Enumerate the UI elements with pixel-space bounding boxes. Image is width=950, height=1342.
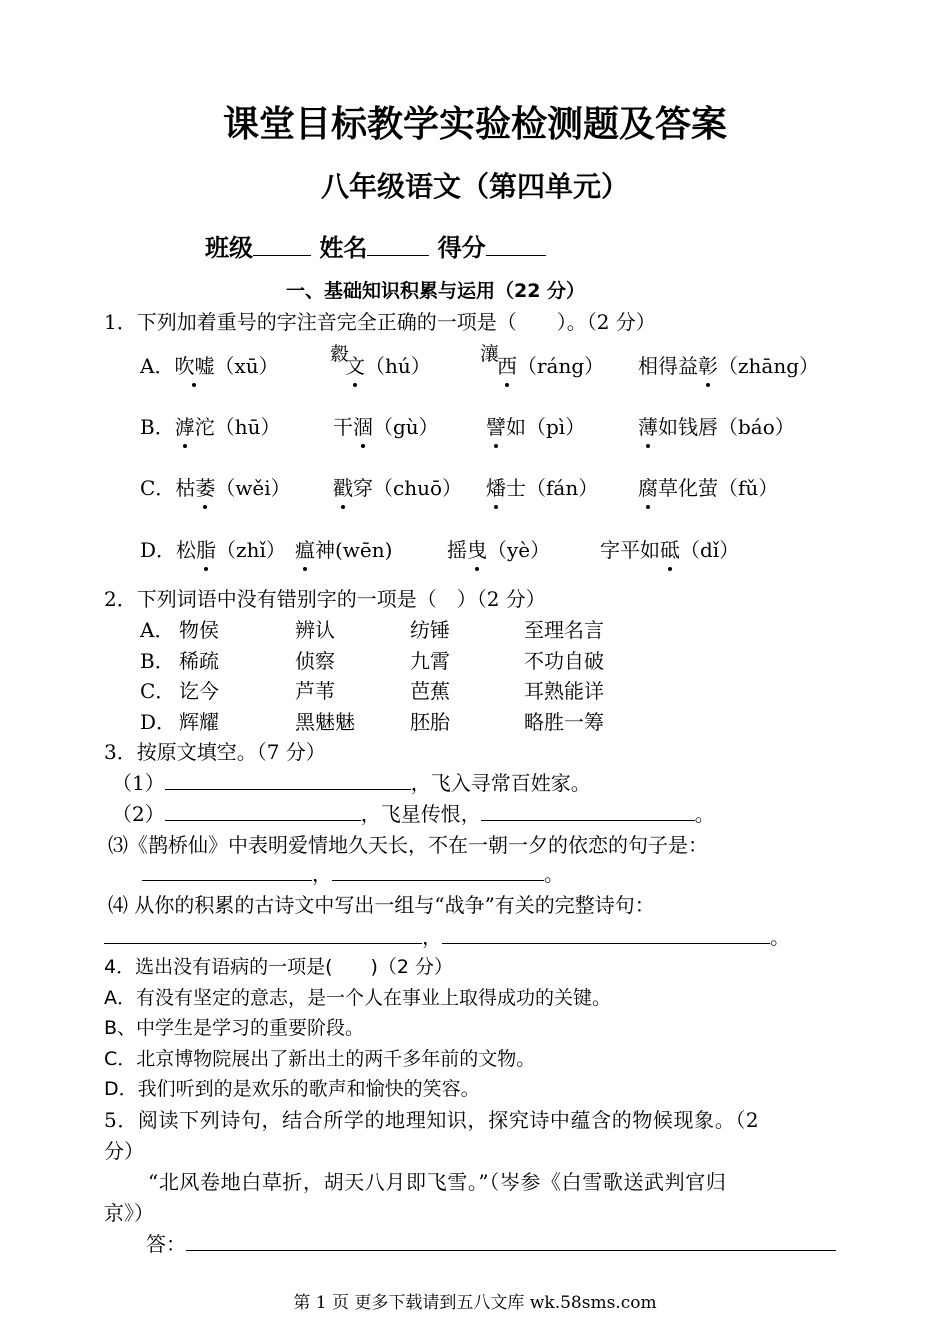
score-blank[interactable] <box>486 233 546 256</box>
q1-a-ruby-3: 瀼 <box>480 343 500 365</box>
q3-blank-1[interactable] <box>165 769 411 790</box>
q2-stem: 2．下列词语中没有错别字的一项是（ ）（2 分） <box>104 587 546 611</box>
q3-sub3-blanks: ， 。 <box>142 858 564 887</box>
q2-word: 辉耀 <box>179 710 219 734</box>
class-label: 班级 <box>205 234 253 262</box>
q2-word: 物侯 <box>179 618 219 642</box>
q3-blank-3a[interactable] <box>142 860 312 881</box>
q3-blank-2a[interactable] <box>165 800 361 821</box>
name-label: 姓名 <box>319 234 368 262</box>
q5-stem-line2: 分） <box>104 1139 144 1163</box>
q3-sub2: （2） ，飞星传恨， 。 <box>112 802 715 826</box>
q2-word: 纺锤 <box>410 618 450 642</box>
q3-sub4-blanks: ， 。 <box>104 921 790 950</box>
q3-sub1: （1） ，飞入寻常百姓家。 <box>112 771 591 795</box>
q4-option-a: A．有没有坚定的意志，是一个人在事业上取得成功的关键。 <box>104 987 611 1009</box>
q2-row-b-label: B． <box>140 649 175 673</box>
score-label: 得分 <box>437 234 486 262</box>
q1-a-ruby-2: 縠 <box>330 343 350 365</box>
q2-word: 九霄 <box>410 649 450 673</box>
q2-word: 不功自破 <box>524 649 604 673</box>
q5-answer-blank[interactable] <box>186 1230 836 1251</box>
q4-option-c: C．北京博物院展出了新出土的两千多年前的文物。 <box>104 1048 536 1070</box>
q5-poem-line1: “北风卷地白草折，胡天八月即飞雪。”（岑参《白雪歌送武判官归 <box>148 1170 727 1194</box>
q5-answer-line <box>146 1228 836 1257</box>
q2-word: 芭蕉 <box>410 679 450 703</box>
q2-word: 至理名言 <box>524 618 604 642</box>
q2-word: 黑魅魅 <box>295 710 355 734</box>
q3-blank-4a[interactable] <box>104 923 422 944</box>
q3-sub4: ⑷ 从你的积累的古诗文中写出一组与“战争”有关的完整诗句： <box>108 893 655 917</box>
q2-word: 胚胎 <box>410 710 450 734</box>
doc-title: 课堂目标教学实验检测题及答案 <box>222 104 727 145</box>
q2-row-d-label: D． <box>140 710 177 734</box>
class-blank[interactable] <box>253 233 311 256</box>
q5-stem-line1: 5．阅读下列诗句，结合所学的地理知识，探究诗中蕴含的物候现象。（2 <box>104 1108 760 1132</box>
document-page: 课堂目标教学实验检测题及答案 八年级语文（第四单元） 班级 姓名 得分 一、基础知识积累与运用（22 分） 1．下列加着重号的字注音完全正确的一项是（ ）。（2 分） A．吹嘘（xū） 縠 文（hú） 瀼 西（ráng） 相得益彰（zhāng） B．滹沱（hū） 干涸（gù） 譬如（pì） 薄如钱唇（báo） C．枯萎（wěi） 戳穿（chuō） 燔士（fán） 腐草化萤（fǔ） D．松脂（zhǐ） 瘟神(wēn) 摇曳（yè） 字平如砥（dǐ） 2．下列词语中没有错别字的一项是（ ）（2 分） A． 物侯 辨认 纺锤 至理名言 B． 稀疏 侦察 九霄 不功自破 C． 讫今 芦苇 芭蕉 耳熟能详 D． 辉耀 黑魅魅 胚胎 略胜一筹 3．按原文填空。（7 分） （1） ，飞入寻常百姓家。 （2） ，飞星传恨， 。 ⑶《鹊桥仙》中表明爱情地久天长，不在一朝一夕的依恋的句子是： ， 。 ⑷ 从你的积累的古诗文中写出一组与“战争”有关的完整诗句： ， 。 4．选出没有语病的一项是( )（2 分） A．有没有坚定的意志，是一个人在事业上取得成功的关键。 B、中学生是学习的重要阶段。 C．北京博物院展出了新出土的两千多年前的文物。 D．我们听到的是欢乐的歌声和愉快的笑容。 5．阅读下列诗句，结合所学的地理知识，探究诗中蕴含的物候现象。（2 分） “北风卷地白草折，胡天八月即飞雪。”（岑参《白雪歌送武判官归 京》） 答： 第 1 页 更多下载请到五八文库 wk.58sms.com <box>0 0 950 1342</box>
name-blank[interactable] <box>367 233 429 256</box>
q5-poem-line2: 京》） <box>104 1201 154 1225</box>
q4-option-d: D．我们听到的是欢乐的歌声和愉快的笑容。 <box>104 1078 480 1100</box>
q3-stem: 3．按原文填空。（7 分） <box>104 740 326 764</box>
q2-row-c-label: C． <box>140 679 176 703</box>
info-line <box>205 228 546 263</box>
q2-word: 讫今 <box>179 679 219 703</box>
q2-word: 稀疏 <box>179 649 219 673</box>
q2-row-a-label: A． <box>140 618 175 642</box>
q2-word: 略胜一筹 <box>524 710 604 734</box>
q4-stem: 4．选出没有语病的一项是( )（2 分） <box>104 956 454 978</box>
q2-word: 耳熟能详 <box>524 679 604 703</box>
q3-blank-4b[interactable] <box>442 923 770 944</box>
q2-word: 辨认 <box>295 618 335 642</box>
page-footer: 第 1 页 更多下载请到五八文库 wk.58sms.com <box>293 1293 657 1313</box>
q3-blank-3b[interactable] <box>332 860 544 881</box>
q4-option-b: B、中学生是学习的重要阶段。 <box>104 1017 365 1039</box>
q5-answer-label: 答： <box>146 1232 186 1256</box>
doc-subtitle: 八年级语文（第四单元） <box>320 170 629 203</box>
section-heading: 一、基础知识积累与运用（22 分） <box>286 280 586 302</box>
q2-word: 芦苇 <box>295 679 335 703</box>
q3-blank-2b[interactable] <box>481 800 695 821</box>
q3-sub3: ⑶《鹊桥仙》中表明爱情地久天长，不在一朝一夕的依恋的句子是： <box>108 833 708 857</box>
q1-stem: 1．下列加着重号的字注音完全正确的一项是（ ）。（2 分） <box>104 310 656 334</box>
q2-word: 侦察 <box>295 649 335 673</box>
